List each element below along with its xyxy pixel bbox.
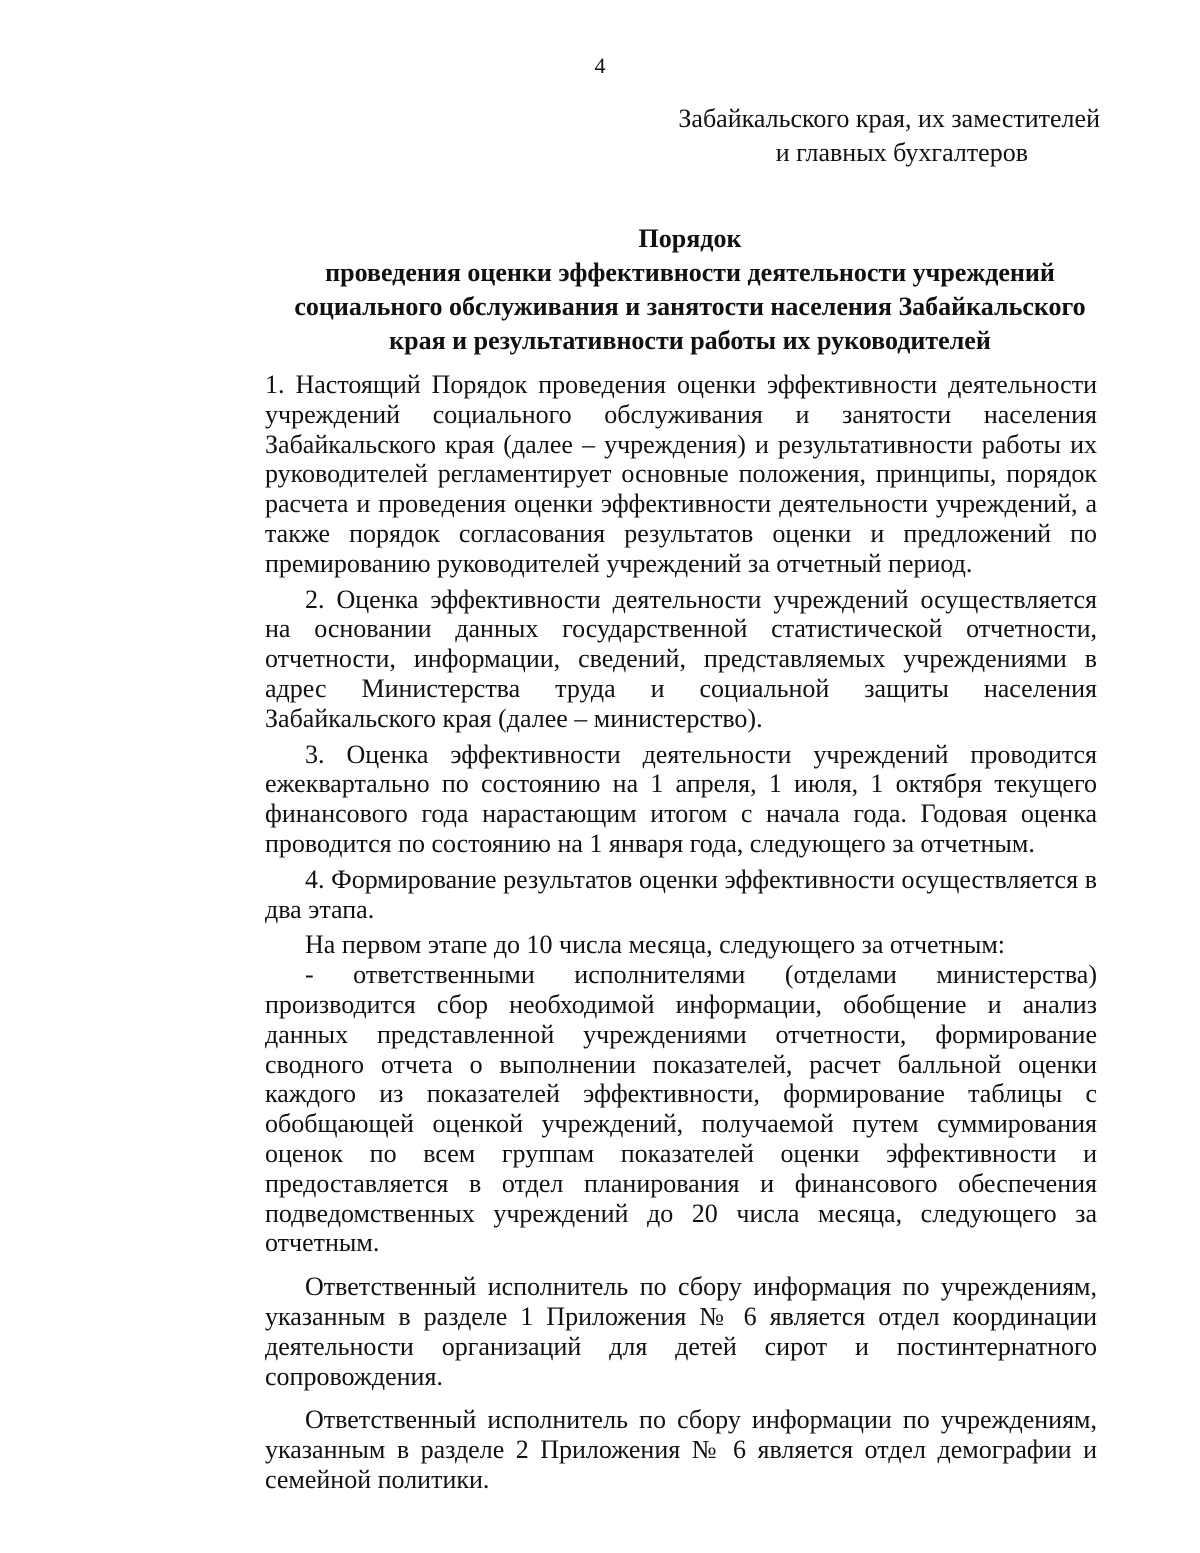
title-line-1: Порядок bbox=[638, 224, 742, 253]
header-line-2: и главных бухгалтеров bbox=[775, 138, 1028, 167]
paragraph-2: 2. Оценка эффективности деятельности учреждений осуществляется на основании данных государственной статистической отчетности, отчетности, информации, сведений, представляемых учреждениями в адрес Министерства труда и социальной защиты населения Забайкальского края (далее – министерство). bbox=[265, 584, 1097, 733]
page-number: 4 bbox=[594, 53, 606, 78]
document-title bbox=[250, 222, 1130, 358]
title-line-3: социального обслуживания и занятости населения Забайкальского bbox=[294, 292, 1086, 321]
paragraph-6: - ответственными исполнителями (отделами министерства) производится сбор необходимой информации, обобщение и анализ данных представленной учреждениями отчетности, формирование сводного отчета о выполнении показателей, расчет балльной оценки каждого из показателей эффективности, формирование таблицы с обобщающей оценкой учреждений, получаемой путем суммирования оценок по всем группам показателей оценки эффективности и предоставляется в отдел планирования и финансового обеспечения подведомственных учреждений до 20 числа месяца, следующего за отчетным. bbox=[265, 960, 1097, 1258]
paragraph-7: Ответственный исполнитель по сбору информация по учреждениям, указанным в разделе 1 Приложения № 6 является отдел координации деятельности организаций для детей сирот и постинтернатного сопровождения. bbox=[265, 1272, 1097, 1391]
header-line-1: Забайкальского края, их заместителей bbox=[678, 104, 1100, 133]
paragraph-4: 4. Формирование результатов оценки эффективности осуществляется в два этапа. bbox=[265, 864, 1097, 924]
paragraph-3: 3. Оценка эффективности деятельности учреждений проводится ежеквартально по состоянию на 1 апреля, 1 июля, 1 октября текущего финансового года нарастающим итогом с начала года. Годовая оценка проводится по состоянию на 1 января года, следующего за отчетным. bbox=[265, 739, 1097, 858]
paragraph-8: Ответственный исполнитель по сбору информации по учреждениям, указанным в разделе 2 Приложения № 6 является отдел демографии и семейной политики. bbox=[265, 1405, 1097, 1494]
header-addressee bbox=[660, 102, 1100, 170]
title-line-2: проведения оценки эффективности деятельности учреждений bbox=[325, 258, 1055, 287]
paragraph-1: 1. Настоящий Порядок проведения оценки эффективности деятельности учреждений социального обслуживания и занятости населения Забайкальского края (далее – учреждения) и результативности работы их руководителей регламентирует основные положения, принципы, порядок расчета и проведения оценки эффективности деятельности учреждений, а также порядок согласования результатов оценки и предложений по премированию руководителей учреждений за отчетный период. bbox=[265, 370, 1097, 578]
paragraph-5: На первом этапе до 10 числа месяца, следующего за отчетным: bbox=[305, 930, 1005, 960]
title-line-4: края и результативности работы их руководителей bbox=[389, 326, 991, 355]
document-body bbox=[265, 370, 1097, 1495]
